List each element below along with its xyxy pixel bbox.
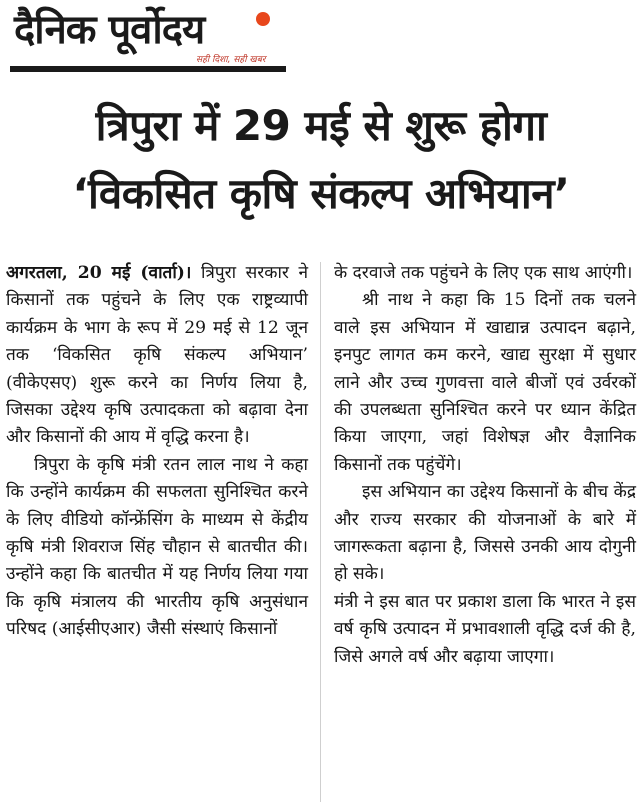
article-column-left [6,260,308,644]
headline [0,92,642,228]
article-paragraph-1 [6,260,308,452]
article-paragraph-5: मंत्री ने इस बात पर प्रकाश डाला कि भारत ने इस वर्ष कृषि उत्पादन में प्रभावशाली वृद्धि दर्ज की है, जिसे अगले वर्ष और बढ़ाया जाएगा। [334,591,636,667]
masthead-rule [10,66,286,72]
masthead [0,0,642,80]
paragraph-1-text: त्रिपुरा सरकार ने किसानों तक पहुंचने के लिए एक राष्ट्रव्यापी कार्यक्रम के भाग के रूप में 29 मई से 12 जून तक ‘विकसित कृषि संकल्प अभियान’ (वीकेएसए) शुरू करने का निर्णय लिया है, जिसका उद्देश्य कृषि उत्पादकता को बढ़ावा देना और किसानों की आय में वृद्धि करना है। [6,263,308,448]
newspaper-logo: दैनिक पूर्वोदय [14,7,205,53]
headline-line-2: ‘विकसित कृषि संकल्प अभियान’ [72,169,570,218]
logo-sun-icon [256,12,270,26]
column-divider [320,262,321,802]
headline-line-1: त्रिपुरा में 29 मई से शुरू होगा [95,101,547,150]
article-paragraph-3: श्री नाथ ने कहा कि 15 दिनों तक चलने वाले इस अभियान में खाद्यान्न उत्पादन बढ़ाने, इनपुट लागत कम करने, खाद्य सुरक्षा में सुधार लाने और उच्च गुणवत्ता वाले बीजों एवं उर्वरकों की उपलब्धता सुनिश्चित करने पर ध्यान केंद्रित किया जाएगा, जहां विशेषज्ञ और वैज्ञानिक किसानों तक पहुंचेंगे। [334,290,636,475]
newspaper-tagline: सही दिशा, सही खबर [196,55,266,65]
article-paragraph-2-continued: के दरवाजे तक पहुंचने के लिए एक साथ आएंगी। [334,263,633,283]
article-paragraph-4: इस अभियान का उद्देश्य किसानों के बीच केंद्र और राज्य सरकार की योजनाओं के बारे में जागरूकता बढ़ाना है, जिससे उनकी आय दोगुनी हो सके। [334,482,636,585]
article-column-right [334,260,636,671]
article-paragraph-2: त्रिपुरा के कृषि मंत्री रतन लाल नाथ ने कहा कि उन्होंने कार्यक्रम की सफलता सुनिश्चित करने के लिए वीडियो कॉन्फ्रेंसिंग के माध्यम से केंद्रीय कृषि मंत्री शिवराज सिंह चौहान से बातचीत की। उन्होंने कहा कि बातचीत में यह निर्णय लिया गया कि कृषि मंत्रालय की भारतीय कृषि अनुसंधान परिषद (आईसीएआर) जैसी संस्थाएं किसानों [6,454,308,640]
dateline: अगरतला, 20 मई (वार्ता)। [6,263,192,283]
